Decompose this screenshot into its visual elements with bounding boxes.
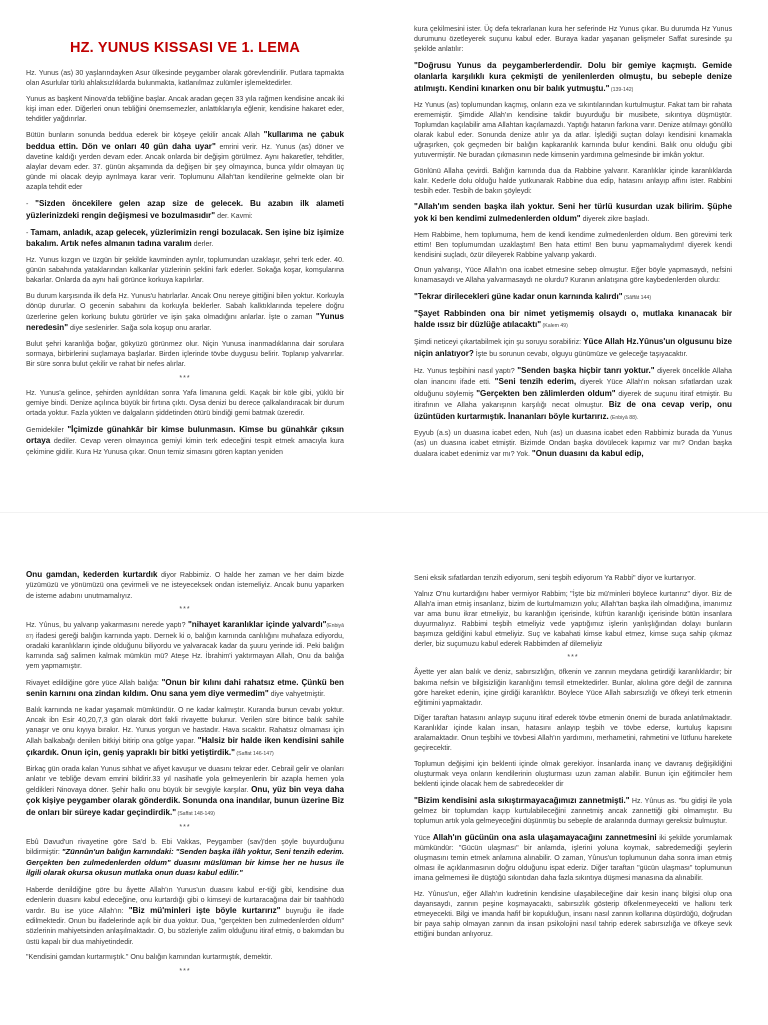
text-segment: Seni eksik sıfatlardan tenzih ediyorum, seni teşbih ediyorum Ya Rabbi" diyor ve kurtarıyor. [414, 574, 696, 582]
paragraph [26, 424, 344, 457]
page-2-left-column [26, 513, 344, 1025]
text-segment: kura çekilmesini ister. Üç defa tekrarlanan kura her seferinde Hz Yunus çıkar. Bu durumda Hz Yunus durumunu özetleyerek suçunu kabul eder. Buraya kadar yaşanan gelişmeler Saffat suresinde şu şekilde anlatılır: [414, 25, 732, 54]
paragraph [26, 129, 344, 192]
italic-quote: "Zünnûn'un balığın karnındaki: "Senden başka ilâh yoktur, Seni tenzih ederim. Gerçekten ben zulmedenlerden oldum" duasını müslüman bir kimse her ne husus ile ilgili olarak okursa okusun mutlaka onun duası kabul edilir." [26, 846, 344, 878]
emphasized-quote: Yüce Allah Hz.Yûnus'un olgusunu bize niçin anlatıyor? [414, 337, 732, 358]
emphasized-quote: "Şayet Rabbinden ona bir nimet yetişmemiş olsaydı o, mutlaka kınanacak bir halde ıssız bir düzlüğe atılacaktı" [414, 308, 732, 330]
emphasized-quote: "Allah'ım senden başka ilah yoktur. Seni her türlü kusurdan uzak bilirim. Şüphe yok ki ben kendimi zulmedenlerden oldum" [414, 202, 732, 223]
emphasized-quote: "Yunus neredesin" [26, 311, 344, 333]
paragraph [26, 764, 344, 819]
paragraph [414, 24, 732, 54]
text-segment: der. Kavmi: [215, 211, 253, 220]
paragraph [26, 339, 344, 369]
text-segment: emrini verir. Hz. Yunus (as) döner ve davetine kaldığı yerden devam eder. Ancak onlarda bir değişim görülmez. Aynı hakaretler, tehditler, alaylar devam eder. 37. günün akşamında da değişen bir şey olmayınca, bunca yıldır olmayan üç günde mi olacak deyip ayrılmaya karar verir. Toplumunu Allah'tan kendilerine gelmekte olan bir azapla tehdit eder [26, 142, 344, 192]
paragraph [414, 832, 732, 884]
text-segment: Hz. Yunus kızgın ve üzgün bir şekilde kavminden ayrılır, toplumundan uzaklaşır, şehri terk eder. 40. günün sabahında yataklarından kalkanlar yüzlerinin şeklini fark ederler. Sokağa koşar, komşularına bakarlar. Onlarda da aynı hali görünce korkuya kapılırlar. [26, 255, 344, 285]
paragraph [414, 308, 732, 331]
emphasized-quote: "Biz mü'minleri işte böyle kurtarırız" [128, 905, 281, 915]
emphasized-quote: "nihayet karanlıklar içinde yalvardı" [187, 620, 327, 630]
text-segment: derler. [191, 239, 214, 248]
text-segment: Bütün bunların sonunda beddua ederek bir köşeye çekilir ancak Allah [26, 131, 264, 140]
verse-reference: (Enbiyâ 87) [26, 623, 344, 640]
paragraph [26, 569, 344, 601]
text-segment: İşte bu sorunun cevabı, olguyu günümüze ve geleceğe taşıyacaktır. [473, 349, 688, 358]
text-segment: Diğer taraftan hatasını anlayıp suçunu itiraf ederek tövbe etmenin önemi de burada anlatılmaktadır. Karanlıklar içinde kalan insan, hatasını anlayıp teşbih ve tövbe ederse, kurtuluş kapısını aralamaktadır. Onun teşbihi ve tövbesi Allah'ın yardımını, merhametini, rahmetini ve lütfunu harekete geçirecektir. [414, 714, 732, 753]
paragraph [414, 100, 732, 160]
page-1-right-text [414, 24, 732, 459]
emphasized-quote: Onu gamdan, kederden kurtardık [26, 570, 158, 579]
emphasized-quote: "Halsiz bir halde iken kendisini sahile çıkardık. Onun için, geniş yapraklı bir bitki yetiştirdik." [26, 736, 344, 757]
paragraph [414, 889, 732, 939]
paragraph [414, 60, 732, 94]
text-segment: diye vahyetmiştir. [268, 690, 326, 699]
verse-reference: (139-142) [609, 86, 634, 93]
emphasized-quote: "kullarıma ne çabuk beddua ettin. Dön ve onları 40 gün daha uyar" [26, 130, 344, 151]
emphasized-quote: "Tekrar dirilecekleri güne kadar onun karnında kalırdı" [414, 291, 623, 301]
paragraph [26, 952, 344, 962]
page-1 [0, 0, 768, 512]
text-segment: "Kendisini gamdan kurtarmıştık." Onu balığın karnından kurtarmıştık, demektir. [26, 953, 273, 962]
page-1-right-column [414, 0, 732, 512]
text-segment: buyruğu ile ifade edilmektedir. Onun bu ifadelerinde açık bir dua yoktur. Dua, "gerçekten ben zulmedenlerden oldum" sözlerinin mahiyetsinden anlaşılmaktadır. O, bu sözleriyle zalim olduğunu itiraf etmiş, o bakımdan bu üstü kapalı bir dua mahiyetindedir. [26, 906, 344, 946]
text-segment: Bu durum karşısında ilk defa Hz. Yunus'u hatırlarlar. Ancak Onu nereye gittiğini bilen yoktur. Korkuyla dönüp dururlar. O gecenin sabahını da korkuyla beklerler. Sabah kalktıklarında tepelere doğru üzerlerine gelen korkunç bulutu görürler ve işin şaka olmadığını anlarlar. İşte o zaman [26, 291, 344, 321]
text-segment: Hz. Yunus teşbihini nasıl yaptı? [414, 366, 518, 375]
paragraph [414, 573, 732, 583]
text-segment: Hz. Yunus'a gelince, şehirden ayrıldıktan sonra Yafa limanına geldi. Kaçak bir köle gibi, yüklü bir gemiye bindi. Denize açılınca büyük bir fırtına çıktı. Oysa denizi bu derece çalkalandıracak bir durum ortada yoktur. Fazla yükten ve dalgaların şiddetinden ötürü bindiği gemi batmak üzeredir. [26, 388, 344, 418]
text-segment: Hz. Yûnus'un, eğer Allah'ın kudretinin kendisine ulaşabileceğine dair kesin inanç bilgisi olup ona dayansaydı, zannın peşine koşmayacaktı, sabırsızlık gösterip öfkelenmeyecekti ve halkını terk etmeyecekti. Bilgi ve imanda hafif bir kopukluğun, insanı nasıl zannın kollarına düşürdüğü, doğrudan bir paya sahip olmayan zannın da insan psikolojini nasıl tahrip ederek sabırsızlığa ve öfkeye sevk ettiğini bundan anlıyoruz. [414, 889, 732, 939]
emphasized-quote: "Sizden öncekilere gelen azap size de gelecek. Bu azabın ilk alameti yüzlerinizdeki rengin değişmesi ve bozulmasıdır" [26, 199, 344, 220]
text-segment: Rivayet edildiğine göre yüce Allah balığa: [26, 678, 162, 687]
text-segment: dediler. Cevap veren olmayınca gemiyi kimin terk edeceğini tespit etmek amacıyla kura çekimine gidilir. Kura Hz Yunusa çıkar. Onun temiz simasını gören kaptan yeniden [26, 437, 344, 456]
text-segment: Bulut şehri karanlığa boğar, gökyüzü görünmez olur. Niçin Yunusa inanmadıklarına dair sorulara sormaya, birbirlerini suçlamaya başlarlar. Birden içlerinde tövbe duygusu belirir. Toplanıp yalvarırlar. Bir süre sonra bulut çekilir ve rahat bir nefes alırlar. [26, 340, 344, 369]
emphasized-quote: Tamam, anladık, azap gelecek, yüzlerimizin rengi bozulacak. Sen işine biz işimize bakalım. Artık nefes almanın tadına varalım [26, 227, 344, 248]
emphasized-quote: "Senden başka hiçbir tanrı yoktur." [517, 365, 655, 375]
page-2 [0, 512, 768, 1025]
text-segment: Yunus as başkent Ninova'da tebliğine başlar. Ancak aradan geçen 33 yıla rağmen kendisine ancak iki kişi iman eder. Diğerleri onun tebliğini önemsemezler, anlattıklarıyla eğlenir, kendisine hakaret eder, tehditler yağdırırlar. [26, 94, 344, 123]
paragraph [414, 713, 732, 753]
paragraph [414, 428, 732, 460]
text-segment: diyerek öncelikle Allaha olan inancını ifade etti. [414, 366, 732, 387]
paragraph [414, 265, 732, 285]
paragraph [414, 291, 732, 302]
paragraph [26, 677, 344, 700]
emphasized-quote: "Onun bir kılını dahi rahatsız etme. Çünkü ben senin karnını ona zindan kıldım. Onu sana yem diye vermedim" [26, 677, 344, 699]
paragraph [26, 94, 344, 124]
text-segment: Gemidekiler [26, 425, 68, 434]
text-segment: Onun yalvarışı, Yüce Allah'ın ona icabet etmesine sebep olmuştur. Eğer böyle yapmasaydı, nefsini kınamasaydı ve Allaha yalvarmasaydı ne olurdu? Kuranın anlatışına göre kaybedenlerden olurdu: [414, 266, 732, 285]
paragraph [414, 230, 732, 260]
text-segment: Toplumun değişimi için beklenti içinde olmak gerekiyor. İnsanlarda inanç ve davranış değişikliğini oluşturmak veya onların kendilerinin oluşturması uzun zaman alabilir. Bunun için eğitimciler hem beklenti içinde olacak hem de sabredecekler dir [414, 759, 732, 789]
text-segment: diye seslenirler. Sağa sola koşup onu ararlar. [68, 324, 212, 333]
text-segment: Hz. Yûnus as. "bu gidişi ile yola gelmez bir toplumdan kaçıp kurtulabileceğini zannetmiş ancak zannettiği gibi olmamıştır. Bu toplumun artık yola gelmeyeceğini düşünmüş bu sebeple de aralarında durmayı gereksiz bulmuştur. [414, 796, 732, 826]
emphasized-quote: "İçimizde günahkâr bir kimse bulunmasın. Kimse bu günahkâr çıksın ortaya [26, 424, 344, 446]
text-segment: diyerek Yüce Allah'ın noksan sıfatlardan uzak olduğunu söylemiş [414, 378, 732, 398]
document-title: HZ. YUNUS KISSASI VE 1. LEMA [69, 40, 301, 56]
text-segment: iki şekilde yorumlamak mümkündür: "Gücün ulaşması" bir anlamda, işlerini yoluna koymak, sabredemediği şeylerin oluşmasını temin etmek anlamına alınabilir. O zaman, Yûnus'un toplumunun daha sonra iman etmiş olması ile açıklanmasının doğru olduğunu ispat ederiz. Diğer taraftan "gücün ulaşması" toplumunun imana gelmemesi ile düştüğü sıkıntıdan daha fazla sıkıntıya düşmesi manasına da alınabilir. [414, 833, 732, 883]
text-segment: Yüce [414, 833, 433, 842]
text-segment: Hem Rabbime, hem toplumuma, hem de kendi kendime zulmedenlerden oldum. Ben görevimi terk ettim! Ben toplumumdan uzaklaştım! Ben hata ettim! Ben bunu yapmamalıydım! diyerek kendi kendisini suçladı, özür dileyerek Rabbine yalvarıp yakardı. [414, 230, 732, 259]
emphasized-quote: "Doğrusu Yunus da peygamberlerdendir. Dolu bir gemiye kaçmıştı. Gemide olanlarla karşılıklı kura çekmişti de yenilenlerden olmuştu, bu sebeple denize atılmıştı. Kendini kınarken onu bir balık yutmuştu." [414, 60, 732, 93]
page-2-right-column [414, 513, 732, 1025]
section-divider: *** [179, 606, 191, 614]
text-segment: Balık karnında ne kadar yaşamak mümkündür. O ne kadar kalmıştır. Kuranda bunun cevabı yoktur. Ancak ibn Esir 40,20,7,3 gün olarak dört fakli rivayette bulunur. Verilen süre bitince balık sahile yanaşır ve onu kıyıya bırakır. Hz. Yunus yorgun ve hastadır. Hava sıcaktır. Rahatsız olmaması için Allah balkabağı denilen bitkiyi bitirip ona gölge yapar. [26, 706, 344, 746]
text-segment: Haberde denildiğine göre bu âyette Allah'ın Yunus'un duasını kabul er-tiği gibi, kendisine dua edenlerin duasını kabul edeceğine, onu kurtardığı gibi o kimseyi de kurtaracağına dair bir taahhüdü vardır. Bu ise yüce Allah'ın: [26, 885, 344, 915]
paragraph [414, 795, 732, 827]
verse-reference: (Saffat 146-147) [234, 750, 274, 757]
paragraph [414, 589, 732, 649]
paragraph [26, 705, 344, 758]
paragraph [414, 365, 732, 422]
emphasized-quote: Biz de ona cevap verip, onu üzüntüden kurtarmıştık. İnananları böyle kurtarırız. [414, 400, 732, 421]
verse-reference: (Kalem 49) [541, 323, 568, 330]
verse-reference: (Saffat 148-149) [176, 810, 215, 817]
text-segment: Hz. Yûnus, bu yalvarıp yakarmasını nerede yaptı? [26, 621, 188, 630]
paragraph [26, 255, 344, 285]
paragraph [26, 885, 344, 947]
verse-reference: (Sâffât 144) [622, 294, 652, 301]
verse-reference: (Enbiyâ 88). [608, 414, 639, 421]
paragraph [414, 667, 732, 707]
section-divider: *** [179, 374, 191, 382]
paragraph [26, 198, 344, 221]
text-segment: Âyette yer alan balık ve deniz, sabırsızlığın, öfkenin ve zannın meydana getirdiği karanlıklardır; bir bakıma nefsin ve bilgisizliğin karanlığını temsil etmektedirler. Bunlar, akılına göre değil de zannına göre hareket edenin, içine girdiği karanlıktır. Böylece Yüce Allah sabırsızlığı ve öfkeyi terk etmenin eğitimini yapmaktadır. [414, 668, 732, 707]
section-divider: *** [179, 967, 191, 975]
text-segment: Hz. Yunus (as) 30 yaşlarındayken Asur ülkesinde peygamber olarak görevlendirilir. Putlara tapmakta olan Asurlular türlü ahlaksızlıklarda bulunmakta, katlanılmaz zulümler işlemektedirler. [26, 69, 344, 88]
paragraph [26, 619, 344, 671]
emphasized-quote: "Onun duasını da kabul edip, [531, 448, 644, 458]
text-segment: Ebû Davud'un rivayetine göre Sa'd b. Ebi Vakkas, Peygamber (sav)'den şöyle buyurduğunu bildirmiştir: [26, 837, 344, 856]
text-segment: Eyyub (a.s) un duasına icabet eden, Nuh (as) un duasına icabet eden Rabbimiz burada da Yunus (as) un duasına icabet etmiştir. Bizimde Ondan başka dövülecek kapımız var mı? Ondan başka dualara icabet edenimiz var mı? Yok. [414, 428, 732, 458]
text-segment: diyor Rabbimiz. O halde her zaman ve her daim bizde yüzümüzü ve yönümüzü ona çevirmeli ve ne isteyeceksek ondan istemeliyiz. Ancak bunu yaparken de isteme adabını unutmamalıyız. [26, 571, 344, 600]
paragraph [26, 388, 344, 418]
text-segment: Yalnız O'nu kurtardığını haber vermiyor Rabbim; "İşte biz mü'minleri böylece kurtarırız" diyor. Biz de Allah'a iman etmiş insanlarız, bizim de kurtulmamızın yolu; Allah'tan başka ilah olmadığına, imanımız var ama bunu ikrar etmeliyiz, bu karanlığın içerisinde, küfrün karanlığı içerisinde bütün insanlara duyurmalıyız. Rabbimi teşbih etmeliyiz vede yaptığımız işlerin yanlışlığından dolayı bunların başımıza geldiğini kabul etmeliyiz. Suç ve kabahati kimse kabul etmez, kimse suça sahip çıkmaz derler, biz suçumuzu kabul ederek Rabbimden af dilemeliyiz [414, 589, 732, 648]
page-1-left-text [26, 68, 344, 457]
text-segment: ifadesi gereği balığın karnında yaptı. Dernek ki o, balığın karnında canlılığını muhafaza ediyordu, oradaki karanlıkların içinde olduğunu biliyordu ve yalvaracak kadar da şuuru yerinde idi. Peki balığın karnında sağ salimen kalmak mümkün mü? Ateşe Hz. İbrahim'i yaktırmayan Allah, Onu da balığa yem yapmamıştır. [26, 631, 344, 671]
paragraph [414, 336, 732, 359]
section-divider: *** [567, 654, 579, 662]
paragraph [26, 227, 344, 250]
paragraph [414, 166, 732, 196]
emphasized-quote: Allah'ın gücünün ona asla ulaşamayacağını zannetmesini [432, 832, 657, 842]
paragraph [26, 68, 344, 88]
paragraph [26, 291, 344, 334]
text-segment: Hz Yunus (as) toplumundan kaçmış, onların eza ve sıkıntılarından kurtulmuştur. Fakat tam bir rahata erememiştir. Şimdide Allah'ın kendisine takdir buyurduğu bir musibete, sıkıntıya düşmüştür. Toplumdan kaçılabilir ama Allahtan kaçılamazdı. Yaptığı hatanın farkına varır. Denize atılmayı gönüllü olarak kabul eder. Sonunda denize atılır ya da atlar. İşlediği suçtan dolayı kendisini kınamakla uğraşırken, çok geçmeden bir balığın kapkaranlık karnında bulur kendini. Balık onu olduğu gibi yutuvermiştir. Ne buradan çıkmasının nede kimsenin yardımına gelmesinde bir imkân yoktur. [414, 100, 732, 159]
paragraph [26, 837, 344, 879]
page-2-right-text [414, 573, 732, 939]
paragraph [414, 759, 732, 789]
text-segment: - [26, 200, 36, 209]
emphasized-quote: Onu, yüz bin veya daha çok kişiye peygamber olarak gönderdik. Sonunda ona inandılar, bunun üzerine Biz de onları bir süreye kadar geçindirdik." [26, 784, 344, 817]
page-1-left-column [26, 0, 344, 512]
text-segment: diyerek zikre başladı. [580, 214, 650, 223]
page-2-left-text [26, 569, 344, 975]
text-segment: Gönlünü Allaha çevirdi. Balığın karnında dua da Rabbine yalvarır. Karanlıklar içinde karanlıklarda kalır. Kederle dolu olduğu halde yutkunarak Rabbine dua edip, hatasını anlayıp affını ister. Rabbini tesbih eder. Tesbih de bakın şöyleydi: [414, 166, 732, 195]
text-segment: - [26, 228, 31, 237]
text-segment: Birkaç gün orada kalan Yunus sıhhat ve afiyet kavuşur ve duasını tekrar eder. Cebrail gelir ve olanları anlatır ve tebliğe devam emrini bildirir.33 yıl nasihatle yola gelmeyenlerin bir azapla hemen yola geldikleri Ninovaya döner. Şehir halkı onu büyük bir sevgiyle karşılar. [26, 764, 344, 794]
emphasized-quote: "Gerçekten ben zâlimlerden oldum" [476, 388, 616, 398]
emphasized-quote: "Bizim kendisini asla sıkıştırmayacağımızı zannetmişti." [414, 795, 630, 805]
emphasized-quote: "Seni tenzih ederim, [494, 377, 577, 387]
section-divider: *** [179, 823, 191, 831]
paragraph [414, 201, 732, 224]
text-segment: diyerek de suçunu itiraf etmiştir. Bu itirafının ve Allaha yakarışının karşılığı necat olmuştur. [414, 389, 732, 410]
text-segment: Şimdi neticeyi çıkartabilmek için şu soruyu sorabiliriz: [414, 338, 584, 347]
